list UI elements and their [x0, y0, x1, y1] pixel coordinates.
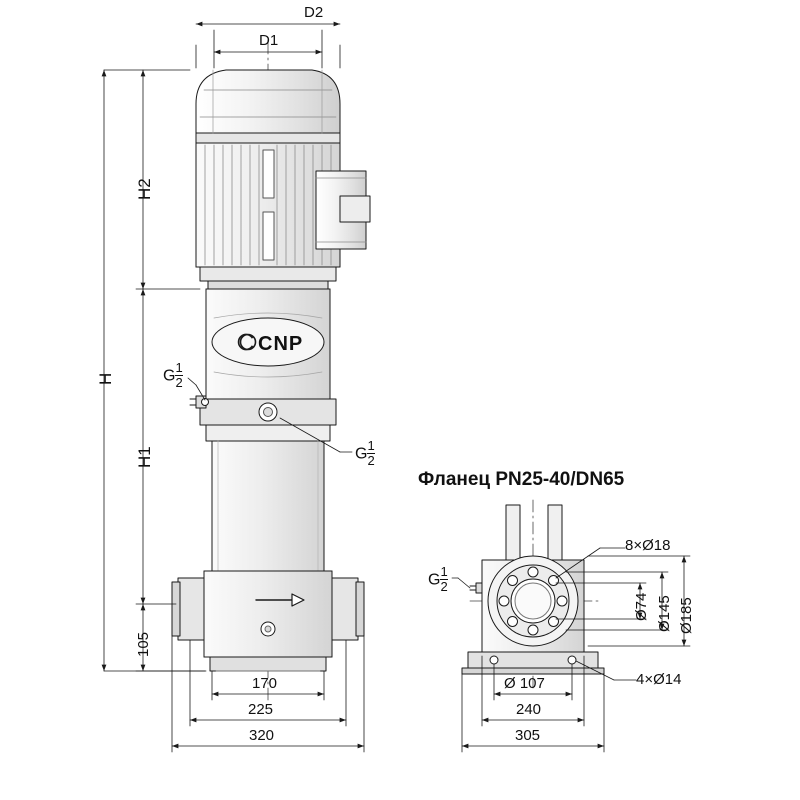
port-label-g-flange: G: [428, 571, 441, 589]
dim-label-8x18: 8×Ø18: [625, 537, 671, 554]
dim-label-d74: Ø74: [633, 592, 650, 621]
port-label-flange-view: [428, 566, 448, 594]
flange-section-title: Фланец PN25-40/DN65: [418, 469, 625, 490]
motor-terminal-box: [316, 171, 370, 249]
pump-base-casing: [172, 571, 364, 671]
motor-fan-cover: [196, 70, 340, 143]
dim-label-240: 240: [516, 701, 542, 718]
dim-label-320: 320: [249, 727, 275, 744]
dim-label-d2: D2: [304, 4, 324, 21]
port-label-g-left: G: [163, 367, 176, 385]
port-frac-num-right: 1: [367, 438, 375, 453]
flange-front-view: [462, 500, 604, 690]
port-label-g-right: G: [355, 445, 368, 463]
motor-base-flange: [200, 267, 336, 289]
dim-label-225: 225: [248, 701, 274, 718]
dim-label-d145: Ø145: [656, 595, 673, 632]
port-frac-den-left: 2: [175, 374, 183, 390]
dim-label-305: 305: [515, 727, 541, 744]
port-label-drain-left: [163, 362, 183, 390]
port-frac-num-left: 1: [175, 360, 183, 375]
port-frac-den-right: 2: [367, 452, 375, 468]
port-label-vent-right: [355, 440, 375, 468]
dim-label-4x14: 4×Ø14: [636, 671, 682, 688]
dim-label-170: 170: [252, 675, 278, 692]
pump-chamber-sleeve: [212, 441, 324, 571]
port-frac-den-flange: 2: [440, 578, 448, 594]
brand-label-cnp: CNP: [258, 333, 304, 355]
dim-label-d1: D1: [259, 32, 279, 49]
port-frac-num-flange: 1: [440, 564, 448, 579]
dim-label-105: 105: [135, 631, 152, 657]
dim-label-d107: Ø 107: [504, 675, 545, 692]
dim-label-h2: H2: [135, 178, 154, 200]
pump-head-body: [190, 396, 336, 441]
dim-label-d185: Ø185: [678, 597, 695, 634]
dim-label-h: H: [96, 372, 115, 385]
dim-label-h1: H1: [135, 446, 154, 468]
